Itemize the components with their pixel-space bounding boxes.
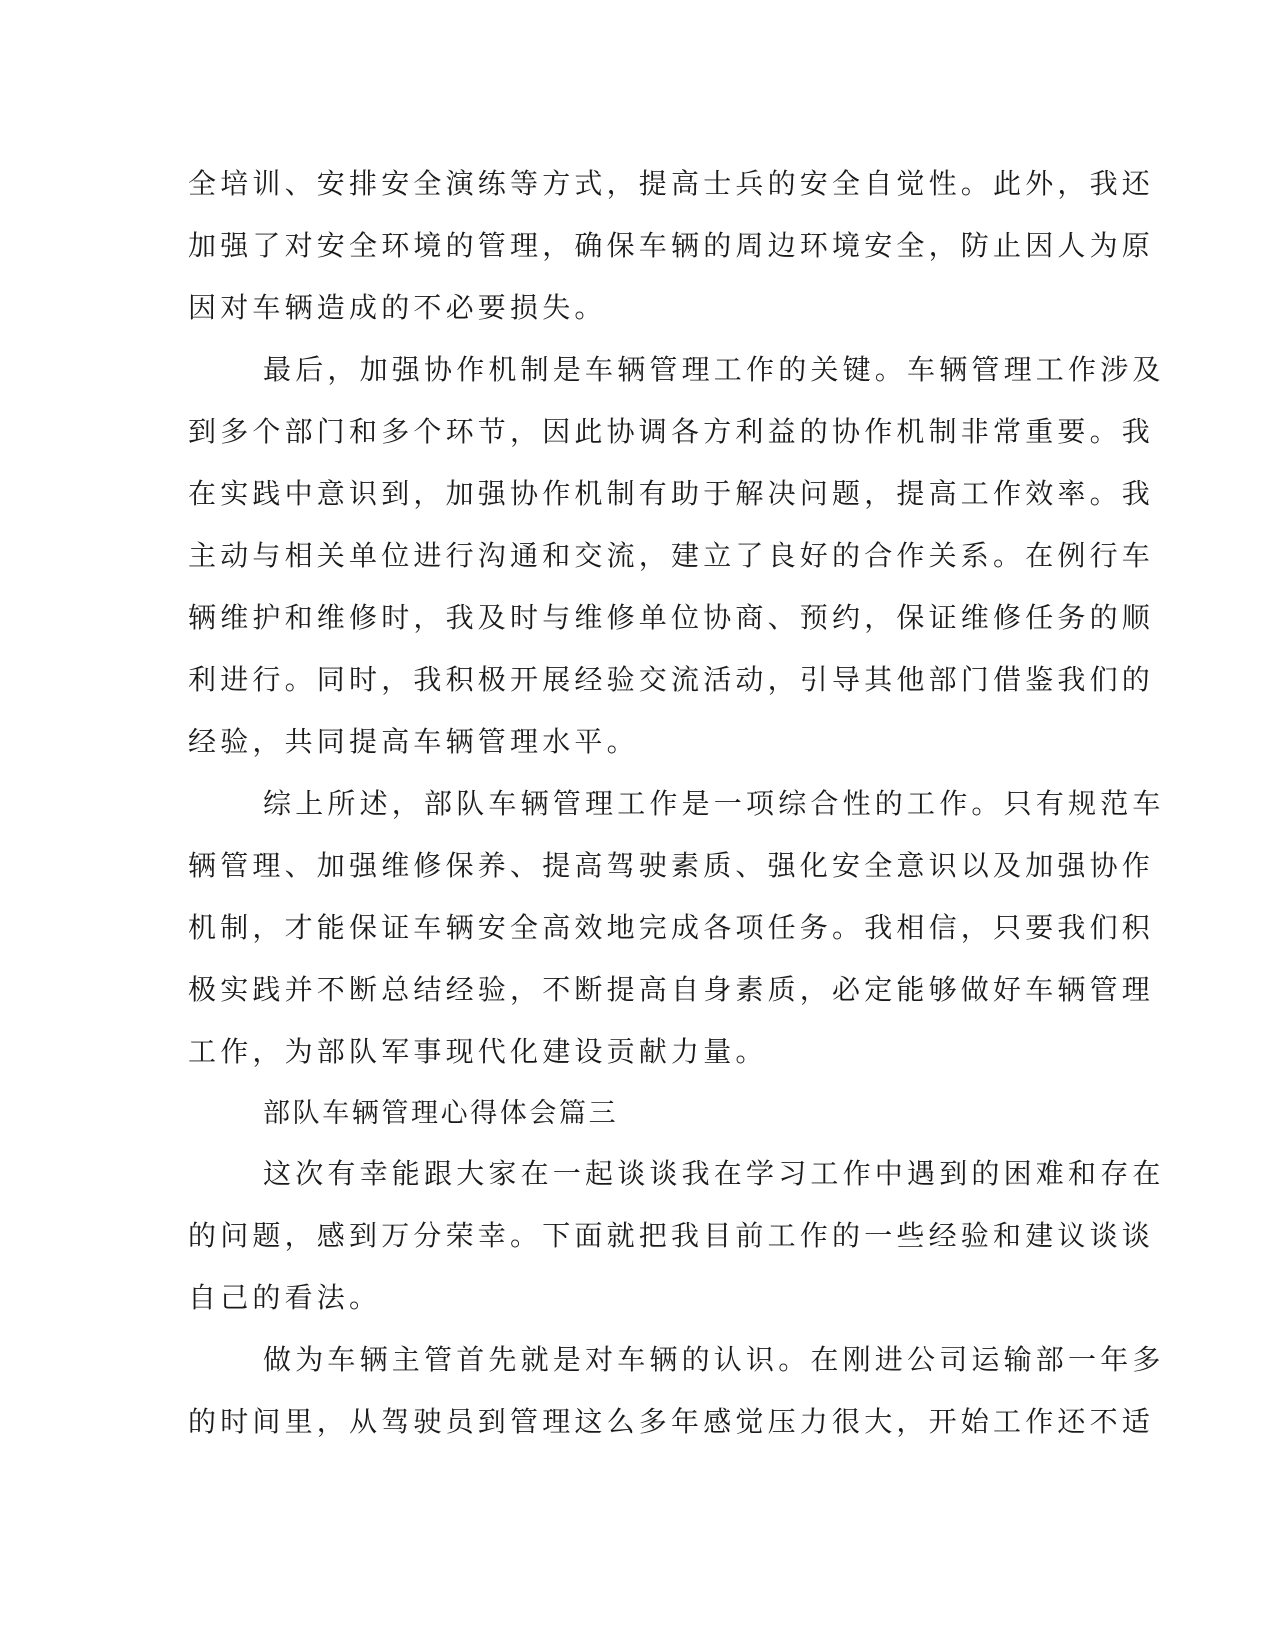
paragraph-start-line-4: 最后，加强协作机制是车辆管理工作的关键。车辆管理工作涉及 bbox=[263, 353, 1165, 386]
text-line-2: 加强了对安全环境的管理，确保车辆的周边环境安全，防止因人为原 bbox=[188, 229, 1155, 262]
text-line-13: 机制，才能保证车辆安全高效地完成各项任务。我相信，只要我们积 bbox=[188, 911, 1155, 944]
text-line-15: 工作，为部队军事现代化建设贡献力量。 bbox=[188, 1035, 768, 1068]
paragraph-start-line-17: 这次有幸能跟大家在一起谈谈我在学习工作中遇到的困难和存在 bbox=[263, 1157, 1165, 1190]
text-line-18: 的问题，感到万分荣幸。下面就把我目前工作的一些经验和建议谈谈 bbox=[188, 1219, 1155, 1252]
text-line-9: 利进行。同时，我积极开展经验交流活动，引导其他部门借鉴我们的 bbox=[188, 663, 1155, 696]
text-line-7: 主动与相关单位进行沟通和交流，建立了良好的合作关系。在例行车 bbox=[188, 539, 1155, 572]
paragraph-start-line-11: 综上所述，部队车辆管理工作是一项综合性的工作。只有规范车 bbox=[263, 787, 1165, 820]
text-line-6: 在实践中意识到，加强协作机制有助于解决问题，提高工作效率。我 bbox=[188, 477, 1155, 510]
section-heading: 部队车辆管理心得体会篇三 bbox=[263, 1098, 619, 1129]
text-line-10: 经验，共同提高车辆管理水平。 bbox=[188, 725, 639, 758]
text-line-21: 的时间里，从驾驶员到管理这么多年感觉压力很大，开始工作还不适 bbox=[188, 1405, 1155, 1438]
text-line-1: 全培训、安排安全演练等方式，提高士兵的安全自觉性。此外，我还 bbox=[188, 167, 1155, 200]
text-line-19: 自己的看法。 bbox=[188, 1281, 382, 1314]
text-line-3: 因对车辆造成的不必要损失。 bbox=[188, 291, 607, 324]
text-line-14: 极实践并不断总结经验，不断提高自身素质，必定能够做好车辆管理 bbox=[188, 973, 1155, 1006]
paragraph-start-line-20: 做为车辆主管首先就是对车辆的认识。在刚进公司运输部一年多 bbox=[263, 1343, 1165, 1376]
text-line-5: 到多个部门和多个环节，因此协调各方利益的协作机制非常重要。我 bbox=[188, 415, 1155, 448]
text-line-12: 辆管理、加强维修保养、提高驾驶素质、强化安全意识以及加强协作 bbox=[188, 849, 1155, 882]
text-line-8: 辆维护和维修时，我及时与维修单位协商、预约，保证维修任务的顺 bbox=[188, 601, 1155, 634]
document-body bbox=[188, 165, 1165, 1465]
